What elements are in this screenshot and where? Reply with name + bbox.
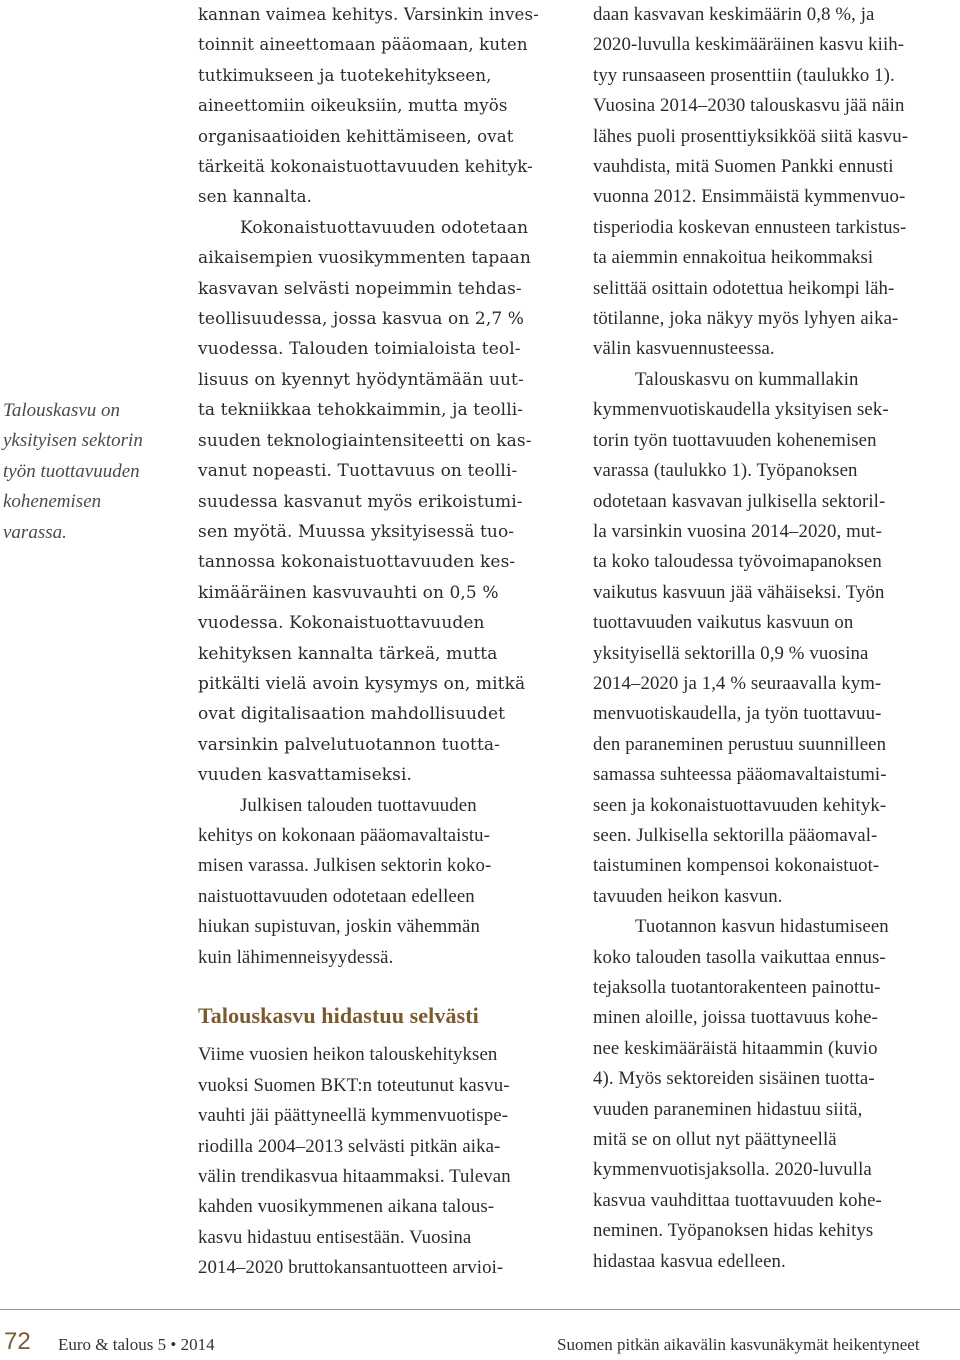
running-head: Suomen pitkän aikavälin kasvunäkymät heikentyneet xyxy=(557,1335,920,1354)
text-column-left xyxy=(198,0,578,1284)
paragraph: kannan vaimea kehitys. Varsinkin inves- toinnit aineettomaan pääomaan, kuten tutkimukseen ja tuotekehitykseen, aineettomiin oikeuksiin, mutta myös organisaatioiden kehittämiseen, ovat tärkeitä kokonaistuottavuuden kehityk- sen kannalta. xyxy=(198,5,539,207)
publication-info: Euro & talous 5 • 2014 xyxy=(58,1335,215,1354)
paragraph: Tuotannon kasvun hidastumiseen koko talouden tasolla vaikuttaa ennus- tejaksolla tuotantorakenteen painottu- minen aloille, joissa tuottavuus kohe- nee keskimääräistä hitaammin (kuvio 4). Myös sektoreiden sisäinen tuotta- vuuden paraneminen hidastuu siitä, mitä se on ollut nyt päättyneellä kymmenvuotisjaksolla. 2020-luvulla kasvua vauhdittaa tuottavuuden kohe- neminen. Työpanoksen hidas kehitys hidastaa kasvua edelleen. xyxy=(593,916,889,1272)
text-column-right xyxy=(593,0,953,1277)
page-number: 72 xyxy=(4,1328,31,1355)
paragraph: Viime vuosien heikon talouskehityksen vuoksi Suomen BKT:n toteutunut kasvu- vauhti jäi päättyneellä kymmenvuotispe- riodilla 2004–2013 selvästi pitkän aika- välin trendikasvua hitaammaksi. Tulevan kahden vuosikymmenen aikana talous- kasvu hidastuu entisestään. Vuosina 2014–2020 bruttokansantuotteen arvioi- xyxy=(198,1044,511,1279)
paragraph: Julkisen talouden tuottavuuden kehitys on kokonaan pääomavaltaistu- misen varassa. Julkisen sektorin koko- naistuottavuuden odotetaan edelleen hiukan supistuvan, joskin vähemmän kuin lähimenneisyydessä. xyxy=(198,794,492,968)
paragraph: Kokonaistuottavuuden odotetaan aikaisempien vuosikymmenten tapaan kasvavan selvästi nopeimmin tehdas- teollisuudessa, jossa kasvua on 2,7 % vuodessa. Talouden toimialoista teol- lisuus on kyennyt hyödyntämään uut- ta tekniikkaa tehokkaimmin, ja teolli- suuden teknologiaintensiteetti on kas- vanut nopeasti. Tuottavuus on teolli- suudessa kasvanut myös erikoistumi- sen myötä. Muussa yksityisessä tuo- tannossa kokonaistuottavuuden kes- kimääräinen kasvuvauhti on 0,5 % vuodessa. Kokonaistuottavuuden kehityksen kannalta tärkeä, mutta pitkälti vielä avoin kysymys on, mitkä ovat digitalisaation mahdollisuudet varsinkin palvelutuotannon tuotta- vuuden kasvattamiseksi. xyxy=(198,217,532,786)
paragraph: daan kasvavan keskimäärin 0,8 %, ja 2020-luvulla keskimääräinen kasvu kiih- tyy runsaaseen prosenttiin (taulukko 1). Vuosina 2014–2030 talouskasvu jää näin lähes puoli prosenttiyksikköä siitä kasvu- vauhdista, mitä Suomen Pankki ennusti vuonna 2012. Ensimmäistä kymmenvuo- tisperiodia koskevan ennusteen tarkistus- ta aiemmin ennakoitua heikommaksi selittää osittain odotettua heikompi läh- tötilanne, joka näkyy myös lyhyen aika- välin kasvuennusteessa. xyxy=(593,4,909,360)
margin-note: Talouskasvu on yksityisen sektorin työn tuottavuuden kohenemisen varassa. xyxy=(3,400,143,543)
footer-divider xyxy=(0,1309,960,1310)
paragraph: Talouskasvu on kummallakin kymmenvuotiskaudella yksityisen sek- torin työn tuottavuuden kohenemisen varassa (taulukko 1). Työpanoksen odotetaan kasvavan julkisella sektoril- la varsinkin vuosina 2014–2020, mut- ta koko taloudessa työvoimapanoksen vaikutus kasvuun jää vähäiseksi. Työn tuottavuuden vaikutus kasvuun on yksityisellä sektorilla 0,9 % vuosina 2014–2020 ja 1,4 % seuraavalla kym- menvuotiskaudella, ja työn tuottavuu- den paraneminen perustuu suunnilleen samassa suhteessa pääomavaltaistumi- seen ja kokonaistuottavuuden kehityk- seen. Julkisella sektorilla pääomaval- taistuminen kompensoi kokonaistuot- tavuuden heikon kasvun. xyxy=(593,368,889,907)
section-heading: Talouskasvu hidastuu selvästi xyxy=(198,1003,479,1028)
